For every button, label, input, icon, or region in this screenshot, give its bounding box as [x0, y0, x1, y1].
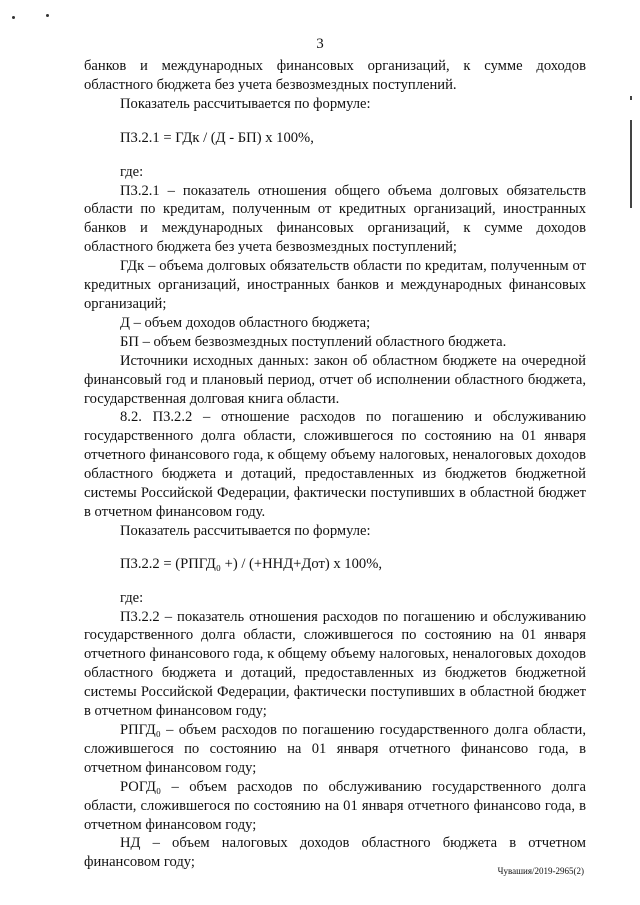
paragraph: Показатель рассчитывается по формуле: — [120, 95, 371, 112]
paragraph: Показатель рассчитывается по формуле: — [120, 522, 371, 539]
paragraph: П3.2.1 – показатель отношения общего объема долговых обязательств области по кредитам, полученным от кредитных организаций, иностранных банков и международных финансовых организаций, к сумме доходов областного бюджета без учета безвозмездных поступлений; — [84, 182, 586, 256]
paragraph: БП – объем безвозмездных поступлений областного бюджета. — [120, 333, 507, 350]
page-number: 3 — [316, 36, 324, 52]
paragraph: 8.2. П3.2.2 – отношение расходов по погашению и обслуживанию государственного долга области, сложившегося по состоянию на 01 января отчетного финансового года, к общему объему налоговых, неналоговых доходов областного бюджета и дотаций, предоставленных из бюджетов бюджетной системы Российской Федерации, фактически поступивших в областной бюджет в отчетном финансовом году. — [84, 409, 586, 520]
paragraph: где: — [120, 589, 144, 606]
formula: П3.2.2 = (РПГД₀ +) / (+ННД+Дот) x 100%, — [120, 555, 382, 572]
paragraph: Д – объем доходов областного бюджета; — [120, 314, 371, 331]
paragraph: где: — [120, 163, 144, 180]
paragraph: РОГД₀ – объем расходов по обслуживанию государственного долга области, сложившегося по состоянию на 01 января отчетного финансово года, в отчетном финансовом году; — [84, 778, 586, 833]
paragraph: РПГД₀ – объем расходов по погашению государственного долга области, сложившегося по состоянию на 01 января отчетного финансово года, в отчетном финансовом году; — [84, 722, 586, 776]
paragraph: П3.2.2 – показатель отношения расходов по погашению и обслуживанию государственного долга области, сложившегося по состоянию на 01 января отчетного финансового года, к общему объему налоговых, неналоговых доходов областного бюджета и дотаций, предоставленных из бюджетов бюджетной системы Российской Федерации, фактически поступивших в областной бюджет в отчетном финансовом году; — [84, 608, 586, 720]
scan-edge-mark — [630, 96, 632, 100]
document-body — [84, 57, 586, 872]
paragraph: ГДк – объема долговых обязательств области по кредитам, полученным от кредитных организаций, иностранных банков и международных финансовых организаций; — [84, 258, 586, 312]
scan-speck — [12, 16, 15, 19]
scan-edge-mark — [630, 120, 632, 208]
formula: П3.2.1 = ГДк / (Д - БП) x 100%, — [120, 129, 314, 146]
paragraph: банков и международных финансовых организаций, к сумме доходов областного бюджета без учета безвозмездных поступлений. — [84, 58, 586, 93]
footer-code: Чувашия/2019-2965(2) — [497, 866, 584, 876]
scan-speck — [46, 14, 49, 17]
paragraph: Источники исходных данных: закон об областном бюджете на очередной финансовый год и плановый период, отчет об исполнении областного бюджета, государственная долговая книга области. — [84, 352, 586, 407]
paragraph: НД – объем налоговых доходов областного бюджета в отчетном финансовом году; — [84, 835, 586, 871]
